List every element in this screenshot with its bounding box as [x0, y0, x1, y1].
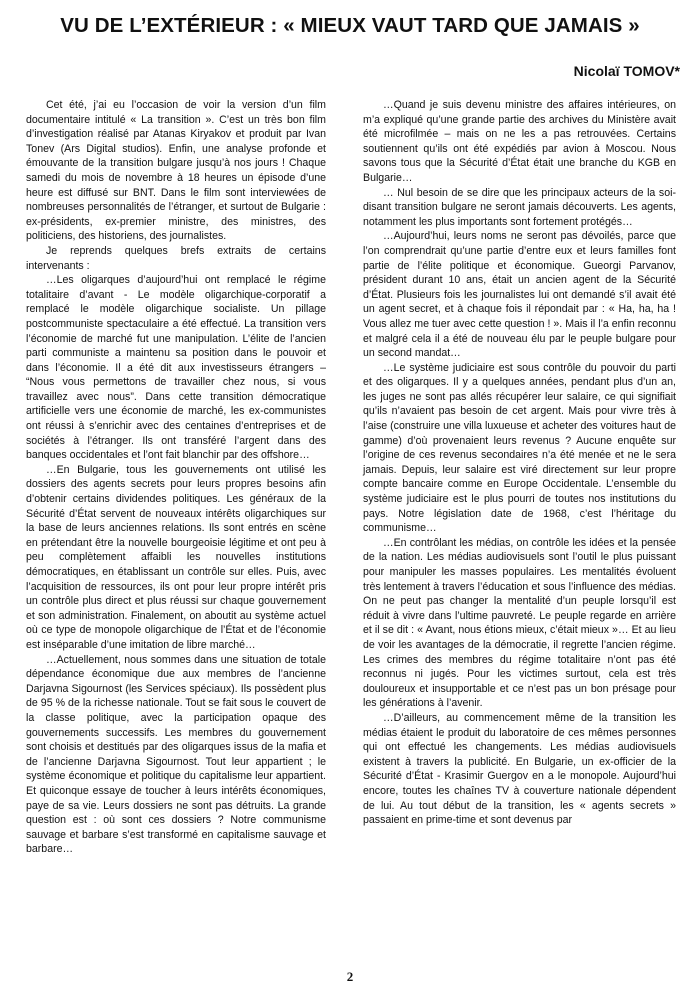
paragraph: … Nul besoin de se dire que les principaux acteurs de la soi-disant transition bulgare ne seront jamais découverts. Les agents, notamment les plus importants sont fortement protégés…	[363, 186, 676, 228]
paragraph: …Quand je suis devenu ministre des affaires intérieures, on m’a expliqué qu’une grande partie des archives du Ministère avait été microfilmée – mais on ne les a pas retrouvées. Certains soutiennent qu’ils ont été expédiés par avion à Moscou. Nous savons tous que la Sécurité d’État était une branche du KGB en Bulgarie…	[363, 99, 676, 184]
paragraph: …Les oligarques d’aujourd’hui ont remplacé le régime totalitaire d’avant - Le modèle oligarchique-corporatif a remplacé le modèle oligarchique socialiste. Un pillage postcommuniste spectaculaire a été effectué. La transition vers l’économie de marché fut une manipulation. L’élite de l’ancien parti communiste a maintenu sa position dans le pouvoir et dans l’économie. Il a été dit aux investisseurs étrangers – “Nous vous permettons de travailler chez nous, si vous travaillez avec nous”. Dans cette transition démocratique artificielle vers une économie de marché, les ex-communistes ont réussi à s’enrichir avec des centaines d’entreprises et de sociétés à l’étranger. Ils ont transféré l’argent dans des banques occidentales et l’ont fait blanchir par des offshore…	[26, 274, 326, 462]
paragraph: Cet été, j’ai eu l’occasion de voir la version d’un film documentaire intitulé « La transition ». C’est un très bon film d’investigation réalisé par Atanas Kiryakov et produit par Ivan Tonev (Ars Digital studios). Enfin, une analyse profonde et émouvante de la transition bulgare jusqu’à nos jours ! Chaque samedi du mois de novembre à 18 heures un épisode d’une heure est diffusé sur BNT. Dans le film sont interviewées de nombreuses personnalités de l’étranger, et surtout de Bulgarie : ex-présidents, ex-premier ministre, des ministres, des politiciens, des historiens, des journalistes.	[26, 99, 326, 243]
paragraph: …En contrôlant les médias, on contrôle les idées et la pensée de la nation. Les médias audiovisuels sont l’outil le plus puissant pour manipuler les masses populaires. Les mentalités évoluent très lentement à travers l’éducation et sous l’influence des médias. On ne peut pas changer la mentalité d’un peuple lorsqu’il est réduit à vivre dans l’ultime pauvreté. Le peuple regarde en arrière et il se dit : « Avant, nous étions mieux, c’était mieux »… Et au lieu de voir les avantages de la démocratie, il regrette l’ancien régime. Les crimes des membres du régime totalitaire n’ont pas été reconnus ni jugés. Pour les victimes surtout, cela est très douloureux et insupportable et ce n’est pas un bon présage pour les générations à l’avenir.	[363, 536, 676, 710]
paragraph: …Aujourd’hui, leurs noms ne seront pas dévoilés, parce que l’on comprendrait qu’une partie d’entre eux et leurs familles font partie de l’élite politique et économique. Gueorgi Parvanov, président durant 10 ans, était un ancien agent de la Sécurité d’État. Plusieurs fois les journalistes lui ont demandé s’il avait été un agent secret, et à chaque fois il répondait par : « Ha, ha, ha ! Vous allez me tuer avec cette question ! ». Mais il l’a enfin reconnu et malgré cela il a été de nouveau élu par le peuple bulgare pour un second mandat…	[363, 230, 676, 360]
paragraph: …En Bulgarie, tous les gouvernements ont utilisé les dossiers des agents secrets pour leurs propres besoins afin d’obtenir certains dividendes politiques. Les généraux de la Sécurité d’État servent de nouveaux intérêts oligarchiques sur la base de leurs anciennes relations. Ils sont entrés en scène en prétendant être la nouvelle bourgeoisie légitime et ont peu à peu complètement affaibli les nouvelles institutions démocratiques, en établissant un contrôle sur elles. Puis, avec l’acquisition de ressources, ils ont pour leur propre intérêt pris un contrôle plus direct et plus réussi sur chaque gouvernement et son administration. Finalement, on aboutit au système actuel où ce type de monopole oligarchique de l’État et de l’économie est inséparable d’une imitation de libre marché…	[26, 463, 326, 651]
paragraph: …Le système judiciaire est sous contrôle du pouvoir du parti et des oligarques. Il y a quelques années, pendant plus d’un an, les juges ne sont pas allés récupérer leur salaire, ce qui signifiait qu’ils n’avaient pas besoin de cet argent. Mais pour vivre très à l’aise (construire une villa luxueuse et acheter des voitures haut de gamme) d’où provenaient leurs revenus ? Aucune enquête sur l’origine de ces revenus secondaires n’a été menée et ne le sera jamais. Depuis, leur salaire est viré directement sur leur propre compte bancaire comme en Europe Occidentale. L’ensemble du système judiciaire est le plus pourri de toutes nos institutions du pays. Notre législation date de 1968, c’est l’héritage du communisme…	[363, 361, 676, 535]
page-number: 2	[346, 969, 354, 984]
paragraph: …Actuellement, nous sommes dans une situation de totale dépendance économique due aux membres de l’ancienne Darjavna Sigournost (les Services spéciaux). Ils possèdent plus de 95 % de la richesse nationale. Tout se fait sous le couvert de la classe politique, avec la participation opaque des gouvernements successifs. Les membres du gouvernement sont choisis et destitués par des oligarques issus de la mafia et de l’ancienne Darjavna Sigournost. Tout leur appartient ; le système économique et politique du capitalisme leur appartient. Et quiconque essaye de toucher à leurs intérêts économiques, paye de sa vie. Leurs dossiers ne sont pas détruits. La grande question est : où sont ces dossiers ? Notre communisme sauvage et barbare s’est transformé en capitalisme sauvage et barbare…	[26, 653, 326, 856]
left-column	[26, 98, 326, 857]
author-name: Nicolaï TOMOV*	[573, 63, 680, 79]
right-column	[363, 98, 676, 828]
paragraph: Je reprends quelques brefs extraits de certains intervenants :	[26, 244, 326, 272]
paragraph: …D’ailleurs, au commencement même de la transition les médias étaient le produit du laboratoire de ces mêmes personnes qui ont effectué les changements. Les médias audiovisuels existent à travers la publicité. En Bulgarie, un ex-officier de la Sécurité d’État - Krasimir Guergov en a le monopole. Aujourd’hui encore, toutes les chaînes TV à couverture nationale dépendent de lui. Au tout début de la transition, les « agents secrets » passaient en prime-time et sont devenus par	[363, 711, 676, 827]
article-title: VU DE L’EXTÉRIEUR : « MIEUX VAUT TARD QUE JAMAIS »	[60, 14, 640, 37]
